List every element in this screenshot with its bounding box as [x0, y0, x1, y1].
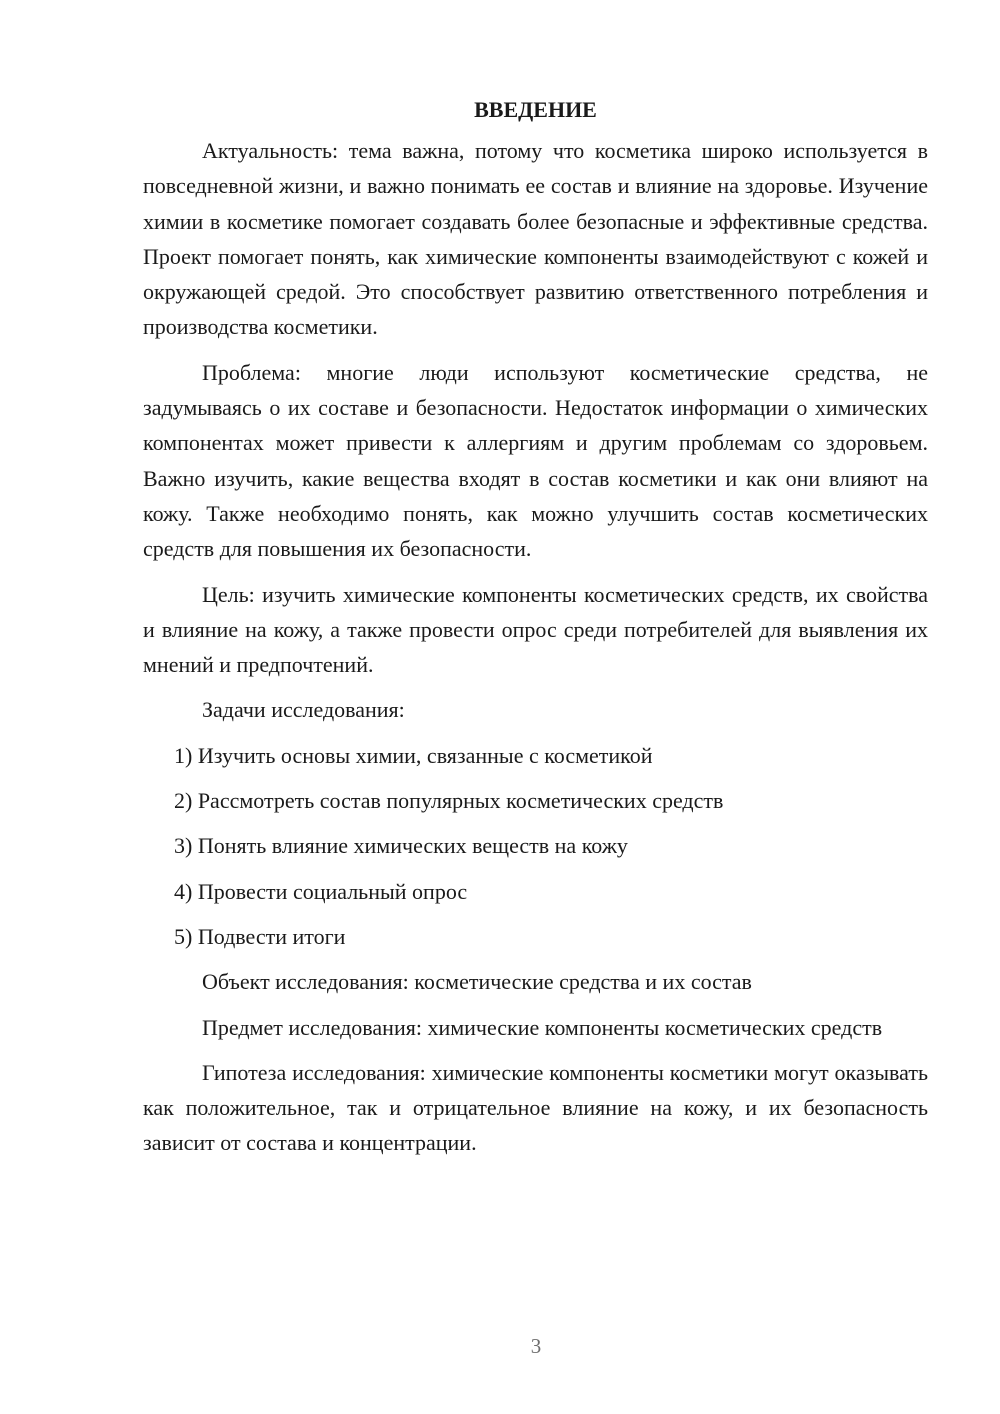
problem-paragraph: Проблема: многие люди используют косметические средства, не задумываясь о их составе и безопасности. Недостаток информации о химических компонентах может привести к аллергиям и другим проблемам со здоровьем. Важно изучить, какие вещества входят в состав косметики и как они влияют на кожу. Также необходимо понять, как можно улучшить состав косметических средств для повышения их безопасности.: [143, 359, 928, 562]
list-item: 5) Подвести итоги: [174, 923, 346, 949]
goal-paragraph: Цель: изучить химические компоненты косметических средств, их свойства и влияние на кожу, а также провести опрос среди потребителей для выявления их мнений и предпочтений.: [143, 581, 928, 678]
list-item: 4) Провести социальный опрос: [174, 878, 468, 904]
hypothesis-paragraph: Гипотеза исследования: химические компоненты косметики могут оказывать как положительное, так и отрицательное влияние на кожу, и их безопасность зависит от состава и концентрации.: [143, 1059, 928, 1156]
list-item: 1) Изучить основы химии, связанные с косметикой: [174, 742, 653, 768]
tasks-title: Задачи исследования:: [202, 697, 405, 723]
subject-paragraph: Предмет исследования: химические компоненты косметических средств: [202, 1014, 883, 1040]
document-page: [143, 92, 928, 1171]
relevance-paragraph: Актуальность: тема важна, потому что косметика широко используется в повседневной жизни, и важно понимать ее состав и влияние на здоровье. Изучение химии в косметике помогает создавать более безопасные и эффективные средства. Проект помогает понять, как химические компоненты взаимодействуют с кожей и окружающей средой. Это способствует развитию ответственного потребления и производства косметики.: [143, 138, 928, 340]
tasks-list: [143, 738, 928, 954]
list-item: 2) Рассмотреть состав популярных косметических средств: [174, 788, 724, 814]
object-paragraph: Объект исследования: косметические средства и их состав: [202, 969, 752, 995]
page-number: 3: [530, 1334, 542, 1358]
page-title: ВВЕДЕНИЕ: [474, 97, 597, 122]
list-item: 3) Понять влияние химических веществ на кожу: [174, 833, 628, 859]
